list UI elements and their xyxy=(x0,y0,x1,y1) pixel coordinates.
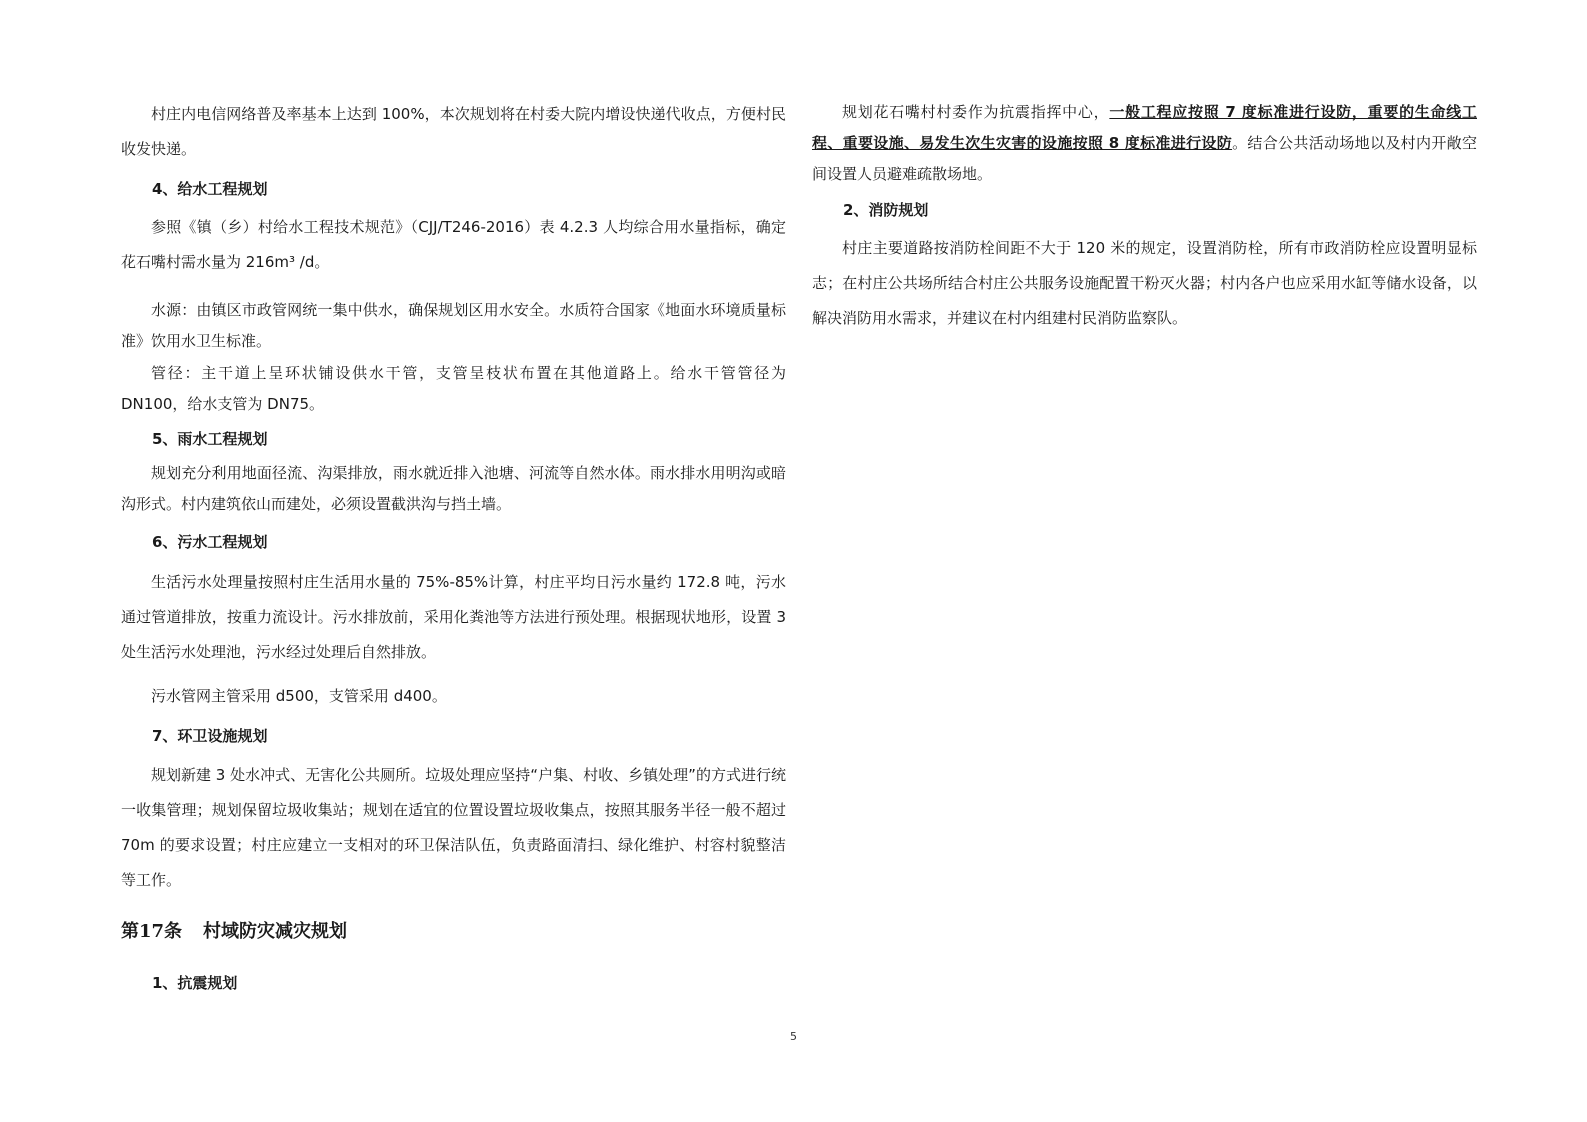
article-number: 第17条 xyxy=(121,921,183,942)
fire-paragraph: 村庄主要道路按消防栓间距不大于 120 米的规定，设置消防栓，所有市政消防栓应设置明显标志；在村庄公共场所结合村庄公共服务设施配置干粉灭火器；村内各户也应采用水缸等储水设备，以解决消防用水需求，并建议在村内组建村民消防监察队。 xyxy=(812,239,1477,327)
seismic-paragraph xyxy=(812,97,1477,190)
heading-seismic: 1、抗震规划 xyxy=(152,974,238,992)
heading-water-supply: 4、给水工程规划 xyxy=(152,180,268,198)
heading-rainwater: 5、雨水工程规划 xyxy=(152,430,268,448)
pipe-diameter-paragraph: 管径：主干道上呈环状铺设供水干管，支管呈枝状布置在其他道路上。给水干管管径为 DN100，给水支管为 DN75。 xyxy=(121,364,786,413)
article-heading xyxy=(121,920,347,944)
heading-sanitation: 7、环卫设施规划 xyxy=(152,727,268,745)
heading-fire: 2、消防规划 xyxy=(843,201,929,219)
seismic-standard-underlined: 一般工程应按照 7 度标准进行设防，重要的生命线工程、重要设施、易发生次生灾害的设施按照 8 度标准进行设防 xyxy=(812,103,1477,152)
telecom-paragraph: 村庄内电信网络普及率基本上达到 100%，本次规划将在村委大院内增设快递代收点，方便村民收发快递。 xyxy=(121,105,786,158)
article-title: 村域防灾减灾规划 xyxy=(203,921,347,942)
sewage-paragraph: 生活污水处理量按照村庄生活用水量的 75%-85%计算，村庄平均日污水量约 172.8 吨，污水通过管道排放，按重力流设计。污水排放前，采用化粪池等方法进行预处理。根据现状地形，设置 3 处生活污水处理池，污水经过处理后自然排放。 xyxy=(121,573,786,661)
seismic-text-lead: 规划花石嘴村村委作为抗震指挥中心， xyxy=(842,103,1110,121)
page-number: 5 xyxy=(790,1030,797,1043)
sewage-pipe-paragraph: 污水管网主管采用 d500，支管采用 d400。 xyxy=(151,687,447,705)
sanitation-paragraph: 规划新建 3 处水冲式、无害化公共厕所。垃圾处理应坚持“户集、村收、乡镇处理”的方式进行统一收集管理；规划保留垃圾收集站；规划在适宜的位置设置垃圾收集点，按照其服务半径一般不超过 70m 的要求设置；村庄应建立一支相对的环卫保洁队伍，负责路面清扫、绿化维护、村容村貌整洁等工作。 xyxy=(121,766,786,889)
water-source-paragraph: 水源：由镇区市政管网统一集中供水，确保规划区用水安全。水质符合国家《地面水环境质量标准》饮用水卫生标准。 xyxy=(121,301,786,350)
rainwater-paragraph: 规划充分利用地面径流、沟渠排放，雨水就近排入池塘、河流等自然水体。雨水排水用明沟或暗沟形式。村内建筑依山而建处，必须设置截洪沟与挡土墙。 xyxy=(121,464,786,513)
heading-sewage: 6、污水工程规划 xyxy=(152,533,268,551)
water-demand-paragraph: 参照《镇（乡）村给水工程技术规范》（CJJ/T246-2016）表 4.2.3 人均综合用水量指标，确定花石嘴村需水量为 216m³ /d。 xyxy=(121,218,786,271)
seismic-text-tail: 。结合公共活动场地以及村内开敞空间设置人员避难疏散场地。 xyxy=(812,134,1477,183)
